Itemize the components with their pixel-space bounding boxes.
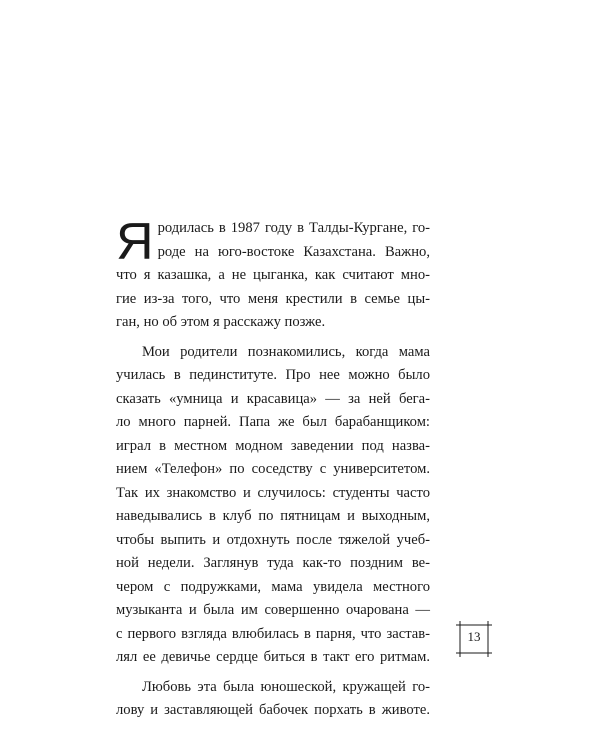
text-line: что я казашка, а не цыганка, как считают мно- (116, 267, 430, 283)
text-line: музыканта и была им совершенно очарована — (116, 602, 430, 618)
text-line: училась в пединституте. Про нее можно было (116, 367, 430, 383)
text-line: гие из-за того, что меня крестили в семье цы- (116, 290, 430, 307)
text-line: наведывались в клуб по пятницам и выходным, (116, 508, 430, 524)
page-number-frame (456, 621, 492, 657)
text-line: лял ее девичье сердце биться в такт его ритмам. (116, 649, 430, 665)
text-line: лову и заставляющей бабочек порхать в животе. (116, 702, 430, 718)
text-line: с первого взгляда влюбилась в парня, что застав- (116, 625, 430, 642)
text-line: ган, но об этом я расскажу позже. (116, 314, 326, 330)
text-line: роде на юго-востоке Казахстана. Важно, (157, 243, 430, 260)
text-line: чтобы выпить и отдохнуть после тяжелой учеб- (116, 531, 430, 548)
text-line: сказать «умница и красавица» — за ней бега- (116, 390, 430, 407)
body-text (116, 213, 430, 723)
text-line: ной недели. Заглянув туда как-то поздним ве- (116, 555, 430, 571)
text-line: играл в местном модном заведении под назва- (116, 437, 430, 454)
paragraph-3 (116, 676, 430, 723)
text-line: Мои родители познакомились, когда мама (142, 343, 430, 360)
paragraph-2 (116, 341, 430, 670)
dropcap-row (116, 213, 430, 271)
paragraph-1 (116, 213, 430, 335)
dropcap-lines (158, 217, 430, 264)
text-line: Любовь эта была юношеской, кружащей го- (142, 678, 430, 695)
text-line: ло много парней. Папа же был барабанщиком: (116, 414, 430, 430)
text-line: родилась в 1987 году в Талды-Кургане, го- (157, 220, 430, 236)
page-number: 13 (467, 629, 481, 644)
text-line: чером с подружками, мама увидела местного (116, 578, 430, 595)
text-line: Так их знакомство и случилось: студенты часто (116, 484, 430, 501)
text-line: нием «Телефон» по соседству с университетом. (116, 461, 430, 477)
drop-cap: Я (116, 213, 154, 271)
